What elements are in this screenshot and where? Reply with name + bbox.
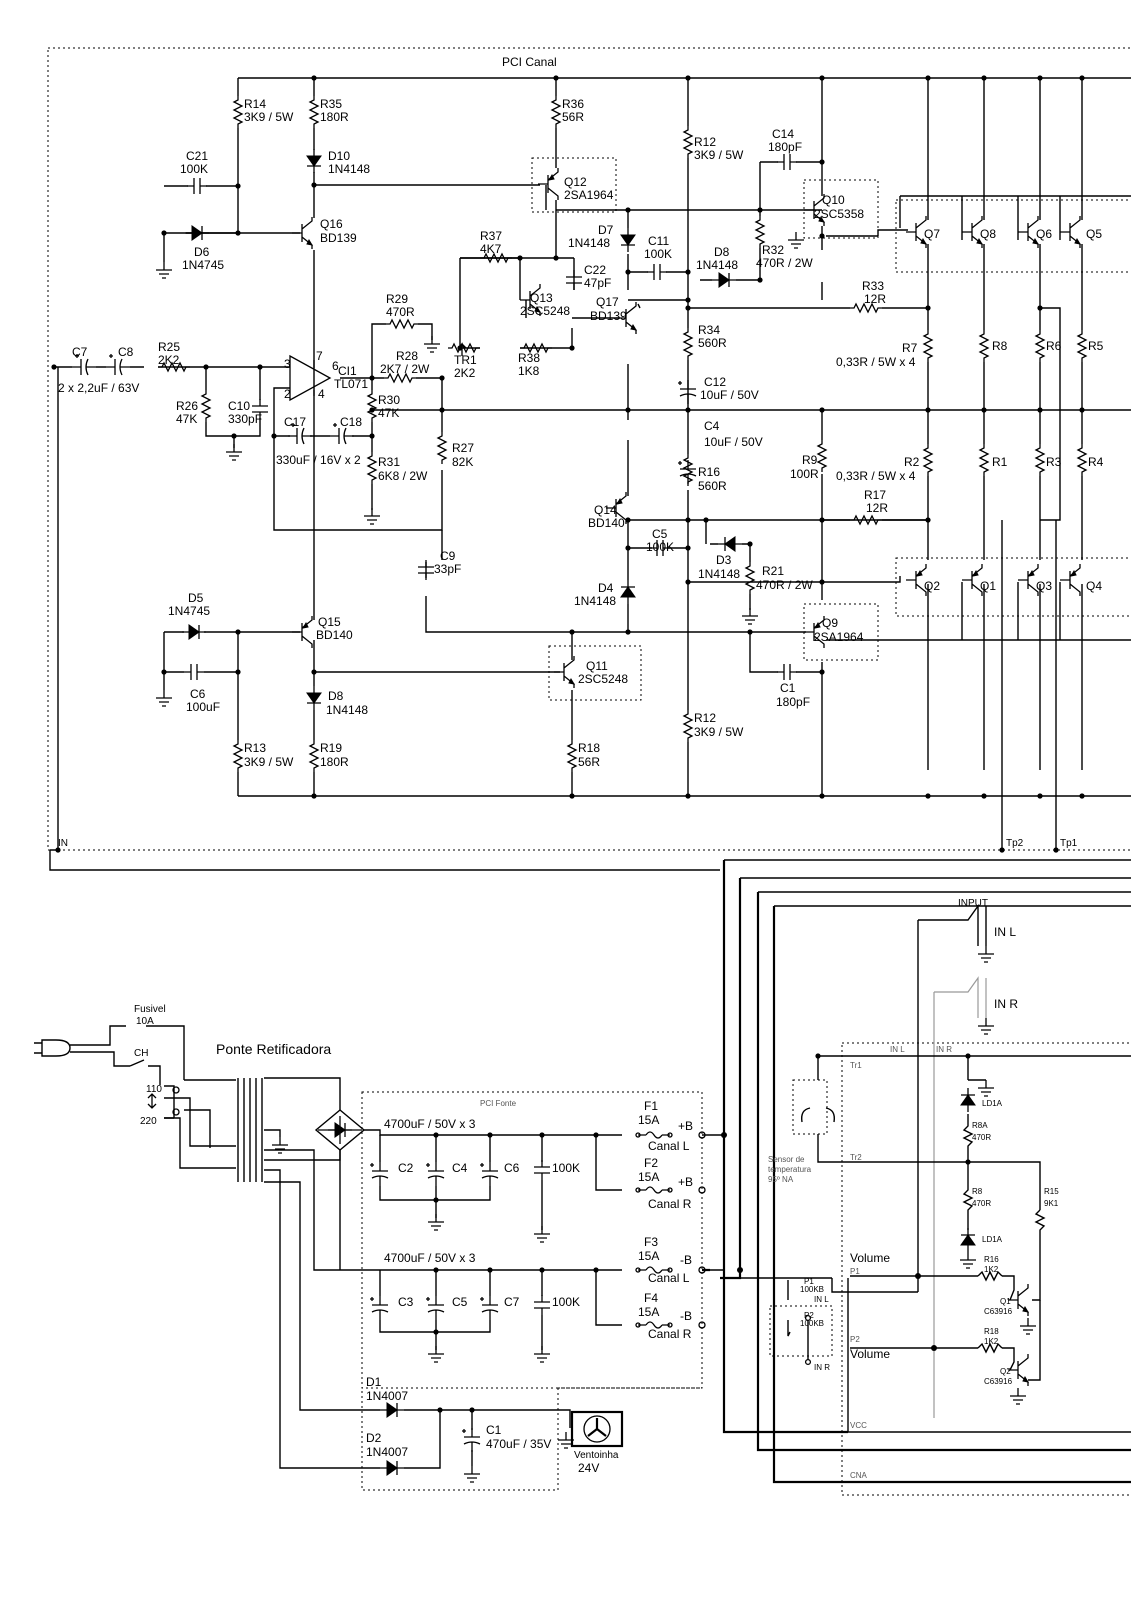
label-amp-r27: R27: [452, 441, 475, 455]
label-amp-d6v: 1N4745: [182, 258, 225, 272]
label-amp-r21: R21: [762, 564, 785, 578]
label-amp-q16v: BD139: [320, 231, 357, 245]
power-wiring: [34, 860, 1131, 1482]
label-amp-c6v: 100uF: [186, 700, 221, 714]
label-amp-d5: D5: [188, 591, 204, 605]
label-input-board-q1: Q1: [1000, 1297, 1011, 1306]
label-amp-c10: C10: [228, 399, 251, 413]
label-input-board-sensor1: Sensor de: [768, 1155, 805, 1164]
label-amp-c22v: 47pF: [584, 276, 612, 290]
label-amp-r36v: 56R: [562, 110, 585, 124]
label-amp-r25: R25: [158, 340, 181, 354]
label-amp-d8bv: 1N4148: [326, 703, 369, 717]
label-amp-r37: R37: [480, 229, 503, 243]
label-amp-tp2: Tp2: [1006, 838, 1024, 849]
label-amp-q5: Q5: [1086, 227, 1103, 241]
label-amp-q17v: BD139: [590, 309, 627, 323]
label-input-board-c63916: C63916: [984, 1377, 1013, 1386]
label-amp-c7: C7: [72, 345, 88, 359]
label-amp-r13v: 3K9 / 5W: [244, 755, 294, 769]
label-input: INPUT: [958, 898, 988, 909]
label-amp-r12bv: 3K9 / 5W: [694, 725, 744, 739]
label-amp-r16v: 560R: [698, 479, 727, 493]
label-amp-r30: R30: [378, 393, 401, 407]
label-amp-r19: R19: [320, 741, 343, 755]
label-input-board-tr2: Tr2: [850, 1153, 862, 1162]
label-input-board-r470: 470R: [972, 1133, 992, 1142]
label-amp-q15v: BD140: [316, 628, 353, 642]
label-amp-q12: Q12: [564, 175, 587, 189]
label-amp-d4: D4: [598, 581, 614, 595]
label-amp-d10v: 1N4148: [328, 162, 371, 176]
label-input-board-q2: Q2: [1000, 1367, 1011, 1376]
label-amp-r14: R14: [244, 97, 267, 111]
label-power-f1: F1: [644, 1099, 659, 1113]
label-amp-r31v: 6K8 / 2W: [378, 469, 428, 483]
label-amp-c21v: 100K: [180, 162, 209, 176]
label-power-d1n: 1N4007: [366, 1389, 409, 1403]
label-power-c100k-a: 100K: [552, 1161, 581, 1175]
label-amp-r27v: 82K: [452, 455, 474, 469]
label-ponte: Ponte Retificadora: [216, 1041, 332, 1057]
label-input-board-p100kb: 100KB: [800, 1319, 825, 1328]
label-amp-c11: C11: [648, 234, 670, 248]
label-amp-r12b: R12: [694, 711, 717, 725]
label-amp-r32v: 470R / 2W: [756, 256, 813, 270]
label-amp-q13v: 2SC5248: [520, 304, 571, 318]
label-input-board-r8a: R8A: [972, 1121, 988, 1130]
label-in: IN: [58, 838, 68, 849]
label-amp-r17: R17: [864, 488, 887, 502]
label-amp-r28v: 2K7 / 2W: [380, 362, 430, 376]
input-board-wiring: [788, 906, 1131, 1432]
label-amp-r30v: 47K: [378, 406, 400, 420]
label-power-fan-v: 24V: [578, 1461, 600, 1475]
label-amp-r28: R28: [396, 349, 419, 363]
label-input-board-r1k2: 1K2: [984, 1337, 999, 1346]
label-amp-r2: R2: [904, 455, 920, 469]
label-amp-q15: Q15: [318, 615, 341, 629]
label-power-f15a: 15A: [638, 1305, 660, 1319]
label-input-board-volume: Volume: [850, 1347, 891, 1361]
label-amp-r1: R1: [992, 455, 1008, 469]
label-input-board-in-l-s: IN L: [814, 1295, 829, 1304]
label-input-board-tr1: Tr1: [850, 1061, 862, 1070]
label-amp-tr1: TR1: [454, 353, 477, 367]
label-amp-r12a: R12: [694, 135, 717, 149]
label-amp-q8: Q8: [980, 227, 997, 241]
label-power-d2: D2: [366, 1431, 382, 1445]
label-amp-r37v: 4K7: [480, 242, 502, 256]
label-amp-d3: D3: [716, 553, 732, 567]
label-amp-q10: Q10: [822, 193, 845, 207]
label-amp-r14v: 3K9 / 5W: [244, 110, 294, 124]
label-input-board-in-l: IN L: [890, 1045, 905, 1054]
label-power-ch: CH: [134, 1048, 149, 1059]
label-amp-q3: Q3: [1036, 579, 1053, 593]
label-power-fan: Ventoinha: [574, 1450, 619, 1461]
label-input-board-p100kb: 100KB: [800, 1285, 825, 1294]
label-amp-r3: R3: [1046, 455, 1062, 469]
label-amp-c22: C22: [584, 263, 607, 277]
label-amp-c14: C14: [772, 127, 795, 141]
label-power-minus-b: -B: [680, 1253, 692, 1267]
label-amp-c12v: 10uF / 50V: [700, 388, 759, 402]
label-power-f3: F3: [644, 1235, 659, 1249]
label-input-board-p1: P1: [804, 1277, 814, 1286]
label-power-c3: C3: [398, 1295, 414, 1309]
label-power-cap-top: 4700uF / 50V x 3: [384, 1117, 476, 1131]
label-power-f15a: 15A: [638, 1249, 660, 1263]
label-power-c6: C6: [504, 1161, 520, 1175]
label-power-minus-b: -B: [680, 1309, 692, 1323]
label-power-fusivel-val: 10A: [136, 1016, 154, 1027]
label-amp-ci1v: TL071: [334, 377, 369, 391]
label-input-board-in-r: IN R: [936, 1045, 952, 1054]
label-amp-c78v: 2 x 2,2uF / 63V: [58, 381, 140, 395]
label-power-plus-b: +B: [678, 1119, 694, 1133]
label-amp-r33v: 12R: [864, 292, 887, 306]
label-power-canal-l: Canal L: [648, 1271, 690, 1285]
label-amp-tr1v: 2K2: [454, 366, 476, 380]
label-amp-r31: R31: [378, 455, 401, 469]
label-input-board-ld1a: LD1A: [982, 1099, 1003, 1108]
label-amp-q2: Q2: [924, 579, 941, 593]
label-input-board-r16: R16: [984, 1255, 999, 1264]
label-amp-q10v: 2SC5358: [814, 207, 865, 221]
label-input-board-r1k2: 1K2: [984, 1265, 999, 1274]
label-amp-q9: Q9: [822, 616, 839, 630]
label-amp-r12av: 3K9 / 5W: [694, 148, 744, 162]
label-amp-r38: R38: [518, 351, 541, 365]
label-power-c7: C7: [504, 1295, 520, 1309]
label-power-v110: 110: [146, 1084, 162, 1095]
label-amp-q12v: 2SA1964: [564, 188, 614, 202]
label-amp-q17: Q17: [596, 295, 619, 309]
label-amp-q16: Q16: [320, 217, 343, 231]
label-amp-c6: C6: [190, 687, 206, 701]
label-power-f15a: 15A: [638, 1113, 660, 1127]
label-input-board-cna: CNA: [850, 1471, 867, 1480]
label-amp-c11v: 100K: [644, 247, 673, 261]
label-amp-q11: Q11: [586, 659, 608, 673]
label-amp-r18: R18: [578, 741, 601, 755]
pot-box: [770, 1306, 832, 1356]
label-amp-p4: 4: [318, 387, 325, 401]
label-pci-fonte: PCI Fonte: [480, 1099, 517, 1108]
label-input-board-r18: R18: [984, 1327, 999, 1336]
label-amp-c4: C4: [704, 419, 720, 433]
label-amp-p2: 2: [284, 387, 291, 401]
label-amp-q13: Q13: [530, 291, 553, 305]
label-amp-ci1: CI1: [338, 364, 357, 378]
label-amp-r16: R16: [698, 465, 721, 479]
label-amp-tp1: Tp1: [1060, 838, 1078, 849]
label-input-board-p1: P1: [850, 1267, 860, 1276]
label-amp-d8a: D8: [714, 245, 730, 259]
label-amp-d10: D10: [328, 149, 351, 163]
label-input-board-r8: R8: [972, 1187, 983, 1196]
label-amp-d3v: 1N4148: [698, 567, 741, 581]
label-amp-c21: C21: [186, 149, 209, 163]
label-amp-r34v: 560R: [698, 336, 727, 350]
label-amp-r33: R33: [862, 279, 885, 293]
label-power-c1v: 470uF / 35V: [486, 1437, 552, 1451]
label-amp-p7: 7: [316, 349, 323, 363]
label-amp-r29: R29: [386, 292, 409, 306]
label-amp-q14v: BD140: [588, 516, 625, 530]
label-amp-c9v: 33pF: [434, 562, 462, 576]
label-amp-c5v: 100K: [646, 540, 675, 554]
label-amp-c8: C8: [118, 345, 134, 359]
label-amp-r19v: 180R: [320, 755, 349, 769]
label-power-canal-r: Canal R: [648, 1197, 692, 1211]
label-power-f2: F2: [644, 1156, 659, 1170]
label-input-board-p2: P2: [804, 1311, 814, 1320]
label-power-c2: C2: [398, 1161, 414, 1175]
sensor-box: [793, 1080, 827, 1134]
label-power-d1: D1: [366, 1375, 382, 1389]
label-amp-c17: C17: [284, 415, 307, 429]
label-amp-r38v: 1K8: [518, 364, 540, 378]
label-amp-r36: R36: [562, 97, 585, 111]
label-amp-c1718v: 330uF / 16V x 2: [276, 453, 361, 467]
label-amp-r17v: 12R: [866, 501, 889, 515]
label-amp-r2v: 0,33R / 5W x 4: [836, 469, 916, 483]
label-amp-d7v: 1N4148: [568, 236, 611, 250]
label-amp-p3: 3: [284, 357, 291, 371]
labels: [58, 55, 1104, 1480]
label-input-board-p2: P2: [850, 1335, 860, 1344]
label-amp-q6: Q6: [1036, 227, 1053, 241]
label-amp-c10v: 330pF: [228, 412, 263, 426]
pci-canal-boundary: [48, 48, 1131, 850]
label-amp-c12: C12: [704, 375, 727, 389]
label-power-fusivel: Fusivel: [134, 1004, 166, 1015]
label-amp-r26v: 47K: [176, 412, 198, 426]
label-power-c100k-b: 100K: [552, 1295, 581, 1309]
label-amp-q7: Q7: [924, 227, 941, 241]
label-amp-r26: R26: [176, 399, 199, 413]
label-amp-r6: R6: [1046, 339, 1062, 353]
label-amp-r32: R32: [762, 243, 785, 257]
label-amp-r5: R5: [1088, 339, 1104, 353]
label-amp-r8: R8: [992, 339, 1008, 353]
label-amp-d5v: 1N4745: [168, 604, 211, 618]
label-input-board-c63916: C63916: [984, 1307, 1013, 1316]
label-amp-d8b: D8: [328, 689, 344, 703]
label-power-cap-bot: 4700uF / 50V x 3: [384, 1251, 476, 1265]
label-amp-c14v: 180pF: [768, 140, 803, 154]
label-power-c4: C4: [452, 1161, 468, 1175]
label-power-v220: 220: [140, 1116, 157, 1127]
label-input-board-vcc: VCC: [850, 1421, 867, 1430]
label-pci-canal: PCI Canal: [502, 55, 557, 69]
label-amp-r7: R7: [902, 341, 918, 355]
label-amp-r35: R35: [320, 97, 343, 111]
label-amp-c1: C1: [780, 681, 796, 695]
label-input-board-in-r-s: IN R: [814, 1363, 830, 1372]
label-amp-r9: R9: [802, 453, 818, 467]
label-amp-d4v: 1N4148: [574, 594, 617, 608]
label-amp-r21v: 470R / 2W: [756, 578, 813, 592]
label-power-c1: C1: [486, 1423, 502, 1437]
label-power-canal-r: Canal R: [648, 1327, 692, 1341]
label-input-board-sensor2: temperatura: [768, 1165, 812, 1174]
label-power-f4: F4: [644, 1291, 659, 1305]
label-amp-r4: R4: [1088, 455, 1104, 469]
label-amp-r9v: 100R: [790, 467, 819, 481]
label-amp-q9v: 2SA1964: [814, 630, 864, 644]
label-amp-r18v: 56R: [578, 755, 601, 769]
label-amp-c1v: 180pF: [776, 695, 811, 709]
label-amp-d6: D6: [194, 245, 210, 259]
label-amp-r35v: 180R: [320, 110, 349, 124]
label-input-board-volume: Volume: [850, 1251, 891, 1265]
label-amp-r25v: 2K2: [158, 353, 180, 367]
label-amp-c5: C5: [652, 527, 668, 541]
label-amp-r13: R13: [244, 741, 267, 755]
label-power-canal-l: Canal L: [648, 1139, 690, 1153]
label-amp-p6: 6: [332, 359, 339, 373]
label-amp-d7: D7: [598, 223, 614, 237]
label-power-f15a: 15A: [638, 1170, 660, 1184]
label-amp-q11v: 2SC5248: [578, 672, 629, 686]
label-input-board-r15v: 9K1: [1044, 1199, 1059, 1208]
label-input-board-r470: 470R: [972, 1199, 992, 1208]
label-amp-r34: R34: [698, 323, 721, 337]
label-amp-d8av: 1N4148: [696, 258, 739, 272]
label-input-board-sensor3: 95º NA: [768, 1175, 794, 1184]
label-power-c5: C5: [452, 1295, 468, 1309]
label-input-board-in-l: IN L: [994, 925, 1017, 939]
label-power-d1n: 1N4007: [366, 1445, 409, 1459]
label-amp-c18: C18: [340, 415, 363, 429]
label-input-board-ld1a: LD1A: [982, 1235, 1003, 1244]
label-input-board-r15: R15: [1044, 1187, 1059, 1196]
label-amp-c4v: 10uF / 50V: [704, 435, 763, 449]
label-amp-q14: Q14: [594, 503, 617, 517]
label-amp-r29v: 470R: [386, 305, 415, 319]
label-amp-q1: Q1: [980, 579, 997, 593]
label-amp-r7v: 0,33R / 5W x 4: [836, 355, 916, 369]
label-amp-c9: C9: [440, 549, 456, 563]
label-amp-q4: Q4: [1086, 579, 1103, 593]
label-power-plus-b: +B: [678, 1175, 694, 1189]
label-input-board-in-r: IN R: [994, 997, 1018, 1011]
